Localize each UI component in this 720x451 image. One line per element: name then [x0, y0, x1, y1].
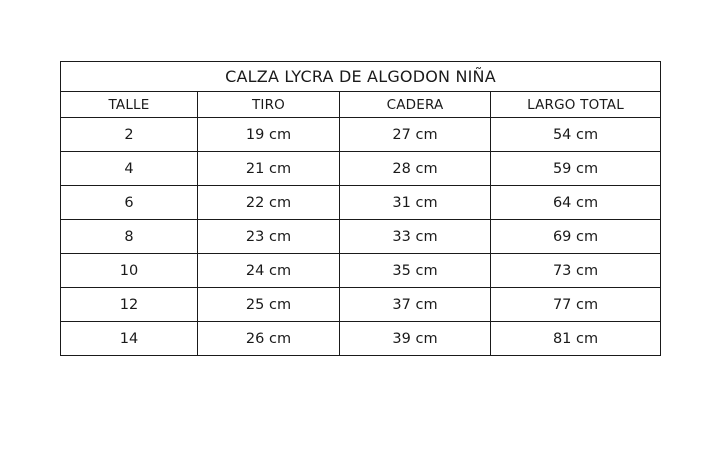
talle-cell: 6: [61, 186, 198, 220]
cadera-cell: 37 cm: [340, 288, 491, 322]
talle-cell: 2: [61, 118, 198, 152]
cadera-cell: 31 cm: [340, 186, 491, 220]
table-row: [61, 186, 661, 220]
tiro-cell: 23 cm: [198, 220, 340, 254]
tiro-cell: 22 cm: [198, 186, 340, 220]
tiro-cell: 24 cm: [198, 254, 340, 288]
size-chart-table: [60, 61, 661, 356]
table-row: [61, 152, 661, 186]
tiro-cell: 19 cm: [198, 118, 340, 152]
cadera-cell: 33 cm: [340, 220, 491, 254]
table-header-row: [61, 92, 661, 118]
table-row: [61, 254, 661, 288]
talle-cell: 4: [61, 152, 198, 186]
tiro-cell: 21 cm: [198, 152, 340, 186]
largo-total-cell: 64 cm: [491, 186, 661, 220]
table-row: [61, 288, 661, 322]
talle-cell: 14: [61, 322, 198, 356]
largo-total-cell: 73 cm: [491, 254, 661, 288]
largo-total-cell: 54 cm: [491, 118, 661, 152]
talle-cell: 8: [61, 220, 198, 254]
largo-total-cell: 69 cm: [491, 220, 661, 254]
column-header-largo-total: LARGO TOTAL: [491, 92, 661, 118]
cadera-cell: 27 cm: [340, 118, 491, 152]
tiro-cell: 25 cm: [198, 288, 340, 322]
table-row: [61, 220, 661, 254]
table-title: CALZA LYCRA DE ALGODON NIÑA: [61, 62, 661, 92]
cadera-cell: 39 cm: [340, 322, 491, 356]
table-row: [61, 118, 661, 152]
cadera-cell: 35 cm: [340, 254, 491, 288]
column-header-talle: TALLE: [61, 92, 198, 118]
table-row: [61, 322, 661, 356]
column-header-cadera: CADERA: [340, 92, 491, 118]
column-header-tiro: TIRO: [198, 92, 340, 118]
talle-cell: 12: [61, 288, 198, 322]
talle-cell: 10: [61, 254, 198, 288]
cadera-cell: 28 cm: [340, 152, 491, 186]
table-title-row: [61, 62, 661, 92]
largo-total-cell: 81 cm: [491, 322, 661, 356]
tiro-cell: 26 cm: [198, 322, 340, 356]
largo-total-cell: 59 cm: [491, 152, 661, 186]
largo-total-cell: 77 cm: [491, 288, 661, 322]
